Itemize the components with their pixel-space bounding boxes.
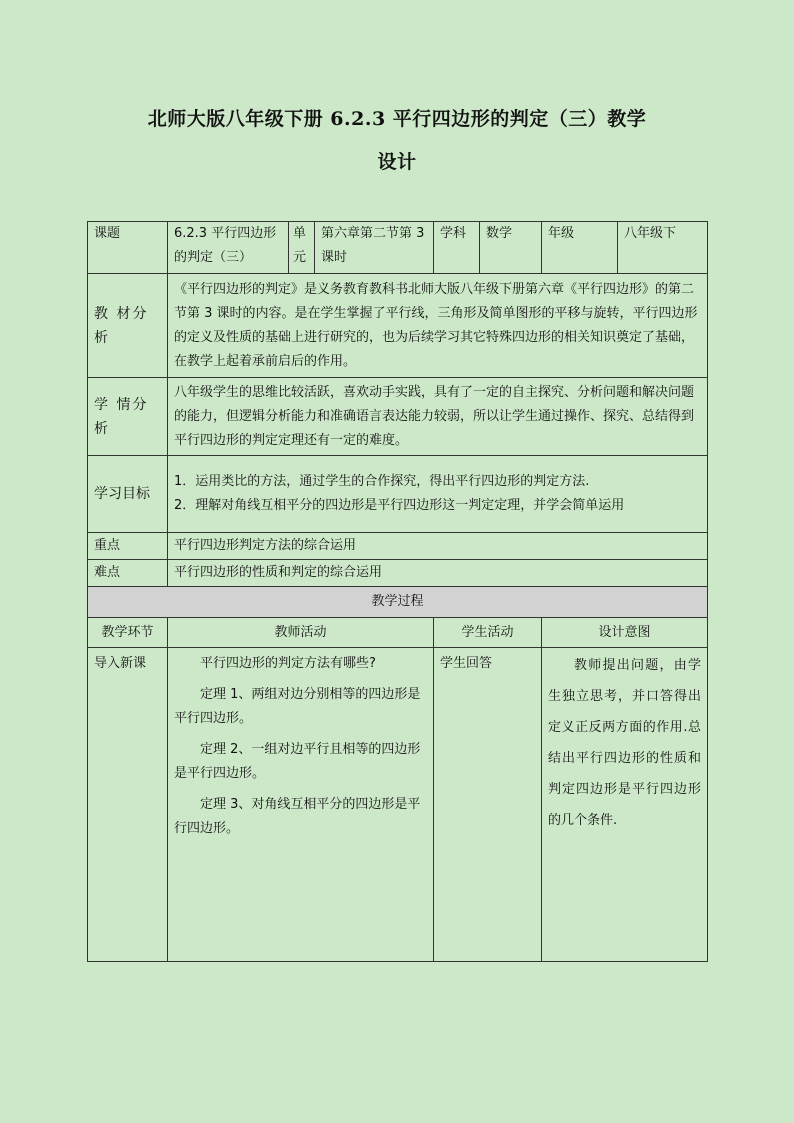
course-label: 课题 <box>88 222 168 274</box>
learning-goal-1: 1．运用类比的方法，通过学生的合作探究，得出平行四边形的判定方法. <box>174 474 590 489</box>
column-stage: 教学环节 <box>88 618 168 648</box>
document-title-line-2: 设计 <box>377 151 417 173</box>
grade-value: 八年级下 <box>618 222 708 274</box>
teacher-activity-line-2: 定理 1、两组对边分别相等的四边形是平行四边形。 <box>174 687 421 726</box>
difficulty-row <box>88 560 708 587</box>
textbook-analysis-label: 教 材分析 <box>88 274 168 378</box>
column-student: 学生活动 <box>434 618 542 648</box>
teacher-activity <box>168 648 434 962</box>
student-analysis-label: 学 情分析 <box>88 378 168 456</box>
textbook-analysis-text: 《平行四边形的判定》是义务教育教科书北师大版八年级下册第六章《平行四边形》的第二节第 3 课时的内容。是在学生掌握了平行线，三角形及简单图形的平移与旋转，平行四边形的定义及性质的基础上进行研究的，也为后续学习其它特殊四边形的相关知识奠定了基础，在教学上起着承前启后的作用。 <box>168 274 708 378</box>
teacher-activity-line-3: 定理 2、一组对边平行且相等的四边形是平行四边形。 <box>174 742 421 781</box>
info-row <box>88 222 708 274</box>
learning-goal-2: 2．理解对角线互相平分的四边形是平行四边形这一判定定理，并学会简单运用 <box>174 498 625 513</box>
column-teacher: 教师活动 <box>168 618 434 648</box>
process-header-row <box>88 587 708 618</box>
textbook-analysis-row <box>88 274 708 378</box>
process-stage: 导入新课 <box>88 648 168 962</box>
process-columns-row <box>88 618 708 648</box>
student-analysis-text: 八年级学生的思维比较活跃，喜欢动手实践，具有了一定的自主探究、分析问题和解决问题的能力，但逻辑分析能力和准确语言表达能力较弱，所以让学生通过操作、探究、总结得到平行四边形的判定定理还有一定的难度。 <box>168 378 708 456</box>
learning-goals-list <box>168 456 708 533</box>
design-intent: 教师提出问题，由学生独立思考，并口答得出定义正反两方面的作用.总结出平行四边形的性质和判定四边形是平行四边形的几个条件. <box>542 648 708 962</box>
difficulty-label: 难点 <box>88 560 168 587</box>
subject-label: 学科 <box>434 222 480 274</box>
difficulty-text: 平行四边形的性质和判定的综合运用 <box>168 560 708 587</box>
subject-value: 数学 <box>480 222 542 274</box>
teacher-activity-line-4: 定理 3、对角线互相平分的四边形是平行四边形。 <box>174 797 421 836</box>
teacher-activity-line-1: 平行四边形的判定方法有哪些? <box>200 656 376 671</box>
key-point-row <box>88 533 708 560</box>
lesson-plan-table <box>87 221 708 962</box>
document-title-line-1: 北师大版八年级下册 6.2.3 平行四边形的判定（三）教学 <box>147 108 647 130</box>
course-value: 6.2.3 平行四边形的判定（三） <box>168 222 289 274</box>
process-header: 教学过程 <box>88 587 708 618</box>
learning-goals-row <box>88 456 708 533</box>
process-row <box>88 648 708 962</box>
student-activity: 学生回答 <box>434 648 542 962</box>
grade-label: 年级 <box>542 222 618 274</box>
key-point-label: 重点 <box>88 533 168 560</box>
learning-goals-label: 学习目标 <box>88 456 168 533</box>
student-analysis-row <box>88 378 708 456</box>
unit-value: 第六章第二节第 3 课时 <box>315 222 434 274</box>
unit-label: 单元 <box>289 222 315 274</box>
key-point-text: 平行四边形判定方法的综合运用 <box>168 533 708 560</box>
column-design: 设计意图 <box>542 618 708 648</box>
